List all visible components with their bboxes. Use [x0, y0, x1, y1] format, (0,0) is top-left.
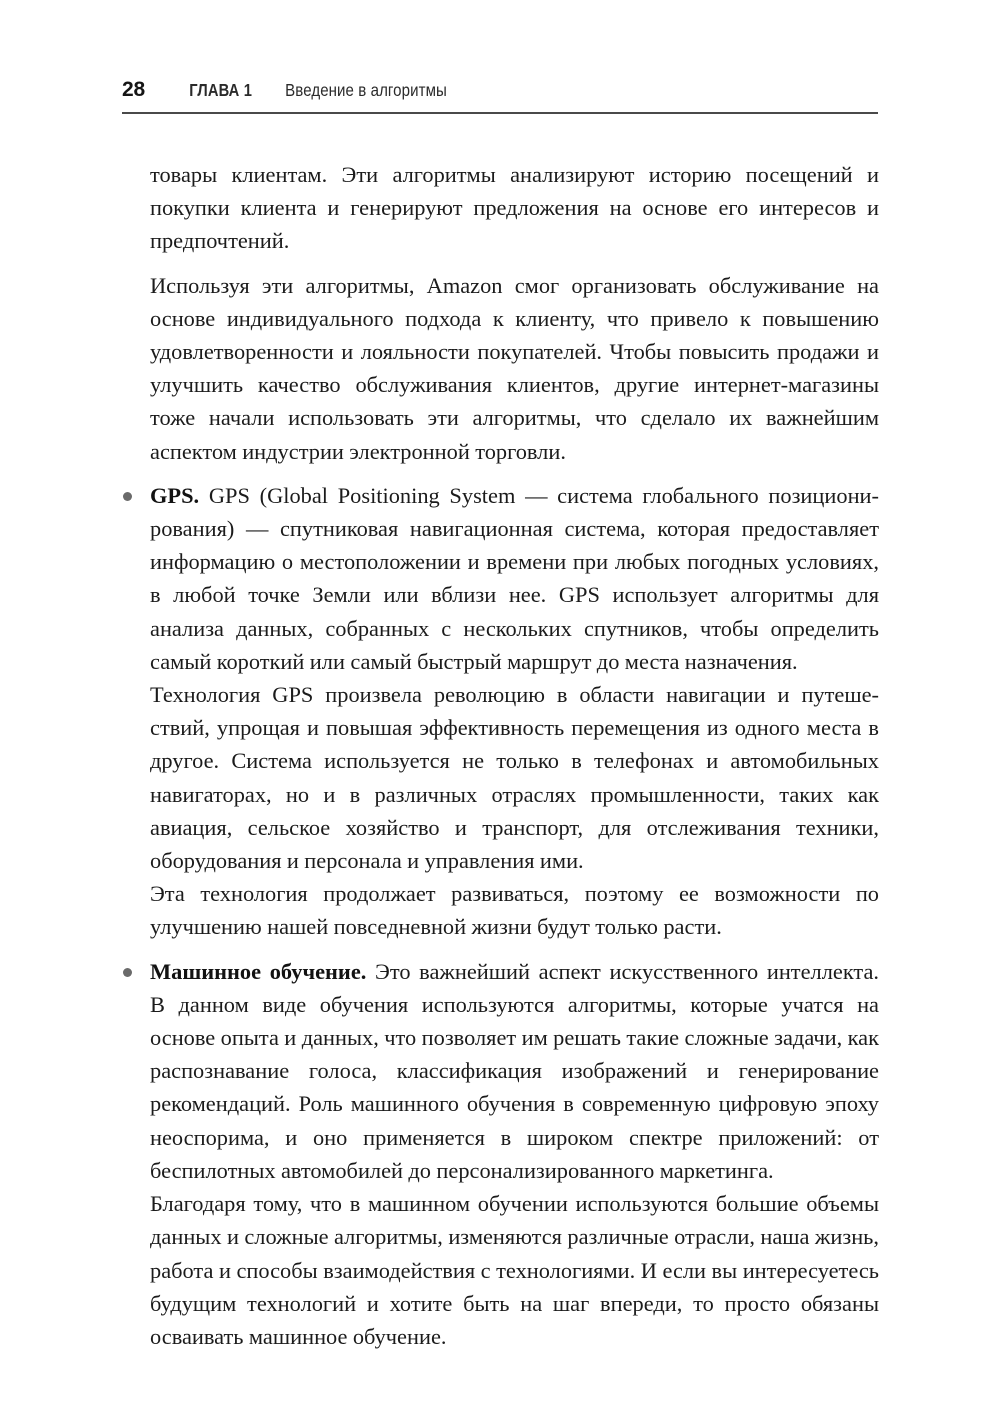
paragraph-continuation: товары клиентам. Эти алгоритмы анализируют историю посещений и покупки клиента и генерируют предложения на основе его интересов и предпочтений.: [150, 162, 879, 254]
paragraph-amazon: Используя эти алгоритмы, Amazon смог организовать обслуживание на основе индивидуального подхода к клиенту, что привело к повышению удовлетворенности и лояльности покупателей. Чтобы повысить продажи и улучшить качество обслуживания клиентов, другие интернет-магазины тоже начали использовать эти алгоритмы, что сделало их важнейшим аспектом индустрии электронной торговли.: [150, 272, 879, 464]
list-item-ml-body: Это важнейший аспект искусственного интеллекта. В данном виде обучения используются алгоритмы, которые учатся на основе опыта и данных, что позволяет им решать такие сложные задачи, как распознавание голоса, классификация изображений и генерирование рекомендаций. Роль машинного обучения в современную цифровую эпоху неоспорима, и оно применяется в широком спектре приложений: от беспилотных автомобилей до персонализированного маркетинга.: [150, 958, 879, 1183]
bullet-dot-icon: [123, 492, 132, 501]
list-item-ml-text: [150, 955, 879, 1187]
header-rule: [122, 112, 878, 114]
paragraph-gps-future: Эта технология продолжает развиваться, поэтому ее возможности по улучшению нашей повседневной жизни будут только расти.: [150, 881, 879, 940]
running-head: [122, 78, 878, 108]
paragraph-gps-revolution: Технология GPS произвела революцию в области навигации и путешествий, упрощая и повышая эффективность перемещения из одного места в другое. Система используется не только в телефонах и автомобильных навигаторах, но и в различных отраслях промышленности, таких как авиация, сельское хозяйство и транспорт, для отслеживания техники, оборудования и персонала и управления ими.: [150, 682, 879, 874]
chapter-title: Введение в алгоритмы: [285, 80, 447, 100]
list-item-gps-text: [150, 479, 879, 678]
paragraph-ml-impact: Благодаря тому, что в машинном обучении используются большие объемы данных и сложные алгоритмы, изменяются различные отрасли, наша жизнь, работа и способы взаимодействия с технологиями. И если вы интересуетесь будущим технологий и хотите быть на шаг впереди, то просто обязаны осваивать машинное обучение.: [150, 1191, 879, 1349]
bullet-dot-icon: [123, 968, 132, 977]
list-item-ml-lead-in: Машинное обучение.: [150, 958, 367, 984]
text-column: [150, 158, 879, 1364]
chapter-label: ГЛАВА 1: [189, 80, 253, 100]
page-number: 28: [122, 78, 145, 101]
list-item-gps-body: GPS (Global Positioning System — система глобального позиционирования) — спутниковая навигационная система, которая предоставляет информацию о местоположении и времени при любых погодных условиях, в любой точке Земли или вблизи нее. GPS использует алгоритмы для анализа данных, собранных с нескольких спутников, чтобы определить самый короткий или самый быстрый маршрут до места назначения.: [150, 482, 879, 674]
list-item-machine-learning: [150, 955, 879, 1353]
list-item-gps-lead-in: GPS.: [150, 482, 200, 508]
list-item-gps: [150, 479, 879, 944]
